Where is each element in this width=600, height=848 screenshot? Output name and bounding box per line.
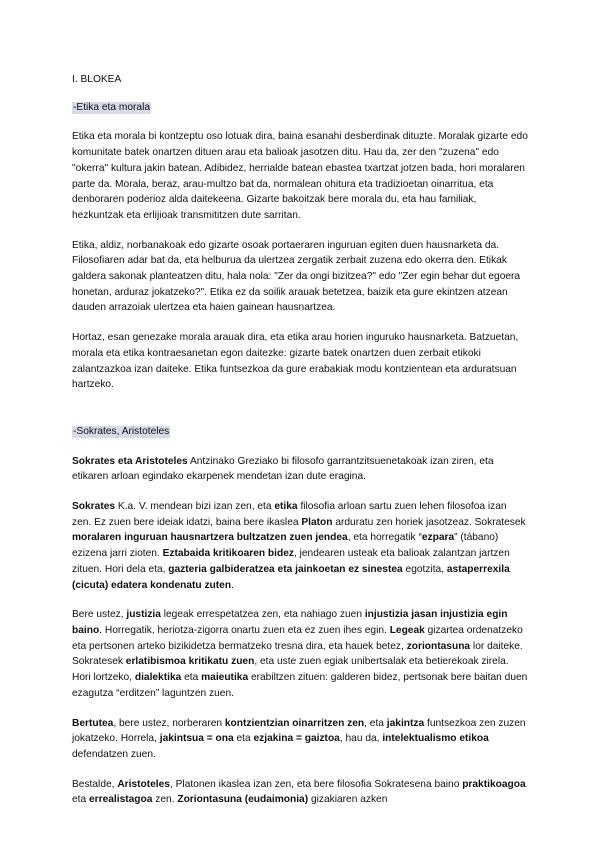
section-heading-sokrates xyxy=(72,424,528,440)
text-run: Bere ustez, xyxy=(72,609,127,621)
text-run: K.a. V. mendean bizi izan zen, eta xyxy=(115,501,275,513)
paragraph xyxy=(72,454,528,485)
text-run: gizakiaren azken xyxy=(308,794,388,806)
bold-text: Sokrates eta Aristoteles xyxy=(72,455,188,467)
text-run: , eta xyxy=(364,717,387,729)
paragraph xyxy=(72,777,528,808)
bold-text: gazteria galbideratzea eta jainkoetan ez sinestea xyxy=(168,563,403,575)
bold-text: justizia xyxy=(126,609,161,621)
text-run: Hortaz, esan genezake morala arauak dira, eta etika arau horien inguruko hausnarketa. Batzuetan, morala eta etika kontraesanetan egon daitezke: gizarte batek onartzen duen zerbait etikoki zalantzazkoa izan daiteke. Etika funtsezkoa da gure erabakiak modu kontzientean eta arduratsuan hartzeko. xyxy=(72,332,519,391)
text-run: Antzinako Greziako bi filosofo garrantzitsuenetakoak izan ziren, eta etikaren arloan egindako ekarpenek mendetan izan dute eragina. xyxy=(72,455,494,483)
bold-text: Legeak xyxy=(389,624,425,636)
text-run: Etika, aldiz, norbanakoak edo gizarte osoak portaeraren inguruan egiten duen hausnarketa da. Filosofiaren adar bat da, eta helburua da ulertzea zergatik zerbait zuzena edo okerra den. Etikak galdera sakonak planteatzen ditu, hala nola: "Zer da ongi bizitzea?" edo "Zer egin behar dut egoera honetan, arduraz jokatzeko?". Etika ez da soilik arauak betetzea, baizik eta gure ekintzen atzean dauden arrazoiak ulertzea eta haien gainean hausnartzea. xyxy=(72,239,521,314)
text-run: , hau da, xyxy=(339,733,383,745)
bold-text: kontzientzian oinarritzen zen xyxy=(224,717,365,729)
bold-text: etika xyxy=(274,501,298,513)
text-run: eta xyxy=(72,794,89,806)
paragraph xyxy=(72,499,528,593)
block-title: I. BLOKEA xyxy=(72,74,122,85)
text-run: zen. xyxy=(152,794,178,806)
text-run: legeak errespetatzea zen, eta nahiago zuen xyxy=(160,609,365,621)
text-run: , jendearen usteak eta balioak zalantzan jartzen zituen. Hori dela eta, xyxy=(72,548,510,575)
paragraph xyxy=(72,330,528,393)
bold-text: injustizia jasan injustizia egin baino xyxy=(72,609,508,636)
section-heading-text: -Etika eta morala xyxy=(73,101,151,113)
bold-text: Eztabaida kritikoaren bidez xyxy=(162,548,294,560)
text-run: lor daiteke. Sokratesek xyxy=(72,640,523,668)
section-heading-text: -Sokrates, Aristoteles xyxy=(73,425,170,437)
paragraph xyxy=(72,129,528,223)
bold-text: astaperrexila (cicuta) edatera kondenatu zuten xyxy=(72,563,510,591)
text-run: Bestalde, xyxy=(72,778,118,790)
bold-text: ezpara xyxy=(421,532,455,544)
text-run: , bere ustez, norberaren xyxy=(113,717,225,729)
bold-text: Bertutea xyxy=(72,717,114,729)
bold-text: Platon xyxy=(301,516,333,528)
text-run: eta xyxy=(233,733,254,745)
text-run: ” (tábano) ezizena jarri zioten. xyxy=(72,532,499,560)
paragraph xyxy=(72,238,528,317)
bold-text: Zoriontasuna (eudaimonia) xyxy=(177,794,309,806)
bold-text: zoriontasuna xyxy=(406,640,471,652)
text-run: , Platonen ikaslea izan zen, eta bere filosofia Sokratesena baino xyxy=(169,778,463,790)
section-body-sokrates xyxy=(72,454,528,808)
section-heading-etika xyxy=(72,100,528,116)
bold-text: moralaren inguruan hausnartzera bultzatzen zuen jendea xyxy=(72,532,348,544)
text-run: , eta horregatik “ xyxy=(347,532,422,544)
text-run: . xyxy=(231,579,234,591)
bold-text: jakintsua = ona xyxy=(159,733,234,745)
bold-text: erlatibismoa kritikatu zuen xyxy=(125,656,255,668)
bold-text: Aristoteles xyxy=(117,778,170,790)
text-run: . Horregatik, heriotza-zigorra onartu zuen eta ez zuen ihes egin. xyxy=(99,624,390,636)
text-run: arduratu zen horiek jasotzeaz. Sokratesek xyxy=(332,516,526,528)
bold-text: errealistagoa xyxy=(89,794,153,806)
text-run: filosofia arloan sartu zuen lehen filosofoa izan zen. Ez zuen bere ideiak idatzi, baina bere ikaslea xyxy=(72,501,507,528)
bold-text: maieutika xyxy=(201,672,249,684)
bold-text: jakintza xyxy=(386,717,425,729)
text-run: gizartea ordenatzeko eta pertsonen arteko bizikidetza bermatzeko tresna dira, eta hauek betez, xyxy=(72,624,523,652)
text-run: egotzita, xyxy=(402,563,447,575)
text-run: funtsezkoa zen zuzen jokatzeko. Horrela, xyxy=(72,717,526,745)
text-run: erabiltzen zituen: galderen bidez, pertsonak bere baitan duen ezagutza “erditzen” laguntzen zuen. xyxy=(72,672,528,699)
bold-text: Sokrates xyxy=(72,501,116,513)
text-run: defendatzen zuen. xyxy=(72,748,156,760)
section-body-etika xyxy=(72,129,528,393)
bold-text: intelektualismo etikoa xyxy=(382,733,489,745)
paragraph xyxy=(72,607,528,701)
paragraph xyxy=(72,716,528,763)
text-run: Etika eta morala bi kontzeptu oso lotuak dira, baina esanahi desberdinak dituzte. Moralak gizarte edo komunitate batek onartzen dituen arau eta balioak jasotzen ditu. Hau da, zer den "zuzena" edo "okerra" kultura jakin batean. Adibidez, herrialde batean ebastea txartzat jotzen bada, hori moralaren parte da. Morala, beraz, arau-multzo bat da, normalean ohitura eta tradizioetan oinarritua, eta denboraren poderioz alda daitekeena. Gizarte bakoitzak bere morala du, eta hau familiak, hezkuntzak eta erlijioak transmititzen dute sarritan. xyxy=(72,131,528,221)
bold-text: praktikoagoa xyxy=(462,778,526,790)
bold-text: ezjakina = gaiztoa xyxy=(253,733,340,745)
section-spacer xyxy=(72,407,528,424)
text-run: , eta uste zuen egiak unibertsalak eta betierekoak zirela. Hori lortzeko, xyxy=(72,656,509,684)
text-run: eta xyxy=(181,672,202,684)
bold-text: dialektika xyxy=(134,672,182,684)
